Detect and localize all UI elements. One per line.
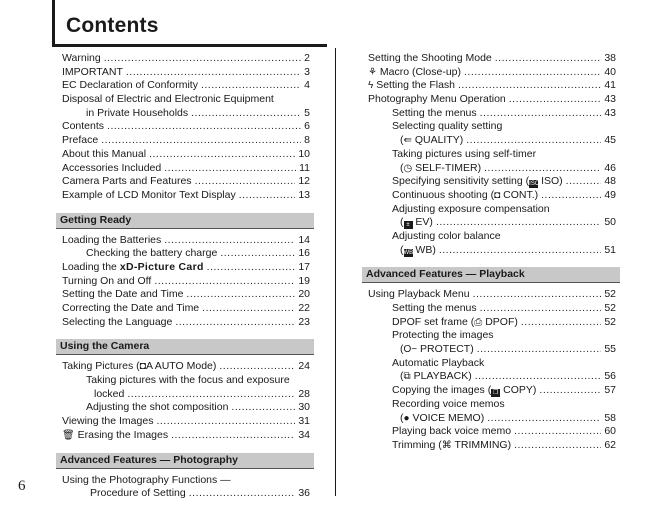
toc-entry[interactable]: locked ..... 28 bbox=[62, 388, 310, 402]
toc-entry[interactable]: Warning ..... 2 bbox=[62, 52, 310, 66]
key-icon: O− bbox=[403, 344, 418, 356]
toc-entry[interactable]: Selecting the Language ..... 23 bbox=[62, 316, 310, 330]
flash-icon: ϟ bbox=[368, 80, 374, 92]
toc-entry[interactable]: Loading the xD-Picture Card ..... 17 bbox=[62, 261, 310, 275]
toc-entry[interactable]: Setting the Date and Time ..... 20 bbox=[62, 288, 310, 302]
toc-entry-line: Selecting quality setting bbox=[392, 120, 503, 133]
toc-entry-line: Adjusting exposure compensation bbox=[392, 202, 550, 215]
toc-entry[interactable]: (◷ SELF-TIMER) ..... 46 bbox=[368, 162, 616, 176]
page-title: Contents bbox=[66, 14, 159, 37]
trash-icon: 🗑︎ bbox=[62, 429, 75, 441]
toc-right-column bbox=[368, 52, 616, 453]
toc-entry[interactable]: (● VOICE MEMO) ..... 58 bbox=[368, 412, 616, 426]
toc-entry[interactable]: Trimming (⌘ TRIMMING) ..... 62 bbox=[368, 439, 616, 453]
toc-entry-line: Recording voice memos bbox=[392, 397, 505, 410]
copy-icon: ❐ bbox=[493, 390, 499, 397]
toc-entry[interactable]: ϟ Setting the Flash ..... 41 bbox=[368, 79, 616, 93]
toc-entry[interactable]: Procedure of Setting ..... 36 bbox=[62, 487, 310, 501]
toc-entry[interactable]: (WB WB) ..... 51 bbox=[368, 244, 616, 258]
microphone-icon: ● bbox=[403, 412, 410, 424]
toc-entry-line: Protecting the images bbox=[392, 329, 494, 342]
toc-entry[interactable]: 🗑︎ Erasing the Images ..... 34 bbox=[62, 429, 310, 443]
trimming-icon: ⌘ bbox=[441, 439, 452, 451]
toc-entry[interactable]: Using Playback Menu ..... 52 bbox=[368, 288, 616, 302]
toc-entry-line: Taking pictures with the focus and exposure bbox=[86, 374, 290, 387]
toc-entry[interactable]: Checking the battery charge ..... 16 bbox=[62, 247, 310, 261]
toc-entry[interactable]: Correcting the Date and Time ..... 22 bbox=[62, 302, 310, 316]
toc-entry[interactable]: Setting the Shooting Mode ..... 38 bbox=[368, 52, 616, 66]
iso-icon: ISO bbox=[529, 181, 540, 188]
toc-entry[interactable]: Accessories Included ..... 11 bbox=[62, 162, 310, 176]
toc-entry[interactable]: DPOF set frame (⎙ DPOF) ..... 52 bbox=[368, 316, 616, 330]
section-heading-using-camera: Using the Camera bbox=[56, 339, 314, 355]
toc-entry[interactable]: Example of LCD Monitor Text Display ..... 13 bbox=[62, 189, 310, 203]
toc-entry[interactable]: Contents ..... 6 bbox=[62, 120, 310, 134]
section-heading-getting-ready: Getting Ready bbox=[56, 213, 314, 229]
toc-entry-line: Taking pictures using self-timer bbox=[392, 147, 537, 160]
toc-entry[interactable]: Preface ..... 8 bbox=[62, 134, 310, 148]
continuous-shooting-icon: ◘ bbox=[494, 189, 501, 201]
toc-entry[interactable]: (⧉ PLAYBACK) ..... 56 bbox=[368, 370, 616, 384]
toc-entry-line: Using the Photography Functions — bbox=[62, 473, 231, 486]
toc-entry[interactable]: (⇚ QUALITY) ..... 45 bbox=[368, 134, 616, 148]
toc-entry-line: Automatic Playback bbox=[392, 356, 485, 369]
toc-entry[interactable]: Specifying sensitivity setting (ISO ISO) ..... 48 bbox=[368, 175, 616, 189]
toc-entry[interactable]: Photography Menu Operation ..... 43 bbox=[368, 93, 616, 107]
toc-entry-line: Disposal of Electric and Electronic Equipment bbox=[62, 93, 274, 106]
toc-entry[interactable]: Copying the images ( ❐ COPY) ..... 57 bbox=[368, 384, 616, 398]
toc-entry[interactable]: Viewing the Images ..... 31 bbox=[62, 415, 310, 429]
toc-entry[interactable]: Setting the menus ..... 43 bbox=[368, 107, 616, 121]
exposure-compensation-icon: ± bbox=[404, 221, 413, 229]
toc-entry[interactable]: About this Manual ..... 10 bbox=[62, 148, 310, 162]
quality-icon: ⇚ bbox=[403, 135, 412, 147]
toc-entry[interactable]: ( ± EV) ..... 50 bbox=[368, 216, 616, 230]
white-balance-icon: WB bbox=[403, 249, 414, 256]
toc-entry[interactable]: ⚘ Macro (Close-up) ..... 40 bbox=[368, 66, 616, 80]
toc-entry[interactable]: Camera Parts and Features ..... 12 bbox=[62, 175, 310, 189]
toc-entry-line: Adjusting color balance bbox=[392, 229, 501, 242]
toc-entry[interactable]: Taking Pictures (◘A AUTO Mode) ..... 24 bbox=[62, 360, 310, 374]
toc-entry[interactable]: Adjusting the shot composition ..... 30 bbox=[62, 401, 310, 415]
self-timer-icon: ◷ bbox=[403, 162, 413, 174]
toc-entry[interactable]: EC Declaration of Conformity ..... 4 bbox=[62, 79, 310, 93]
toc-entry[interactable]: Continuous shooting (◘ CONT.) ..... 49 bbox=[368, 189, 616, 203]
toc-entry[interactable]: Playing back voice memo ..... 60 bbox=[368, 425, 616, 439]
section-heading-photography: Advanced Features — Photography bbox=[56, 453, 314, 469]
toc-entry[interactable]: (O− PROTECT) ..... 55 bbox=[368, 343, 616, 357]
toc-entry[interactable]: Setting the menus ..... 52 bbox=[368, 302, 616, 316]
page-number: 6 bbox=[18, 478, 26, 494]
column-divider bbox=[335, 48, 336, 496]
toc-left-column bbox=[62, 52, 310, 501]
toc-entry[interactable]: IMPORTANT ..... 3 bbox=[62, 66, 310, 80]
toc-entry[interactable]: in Private Households ..... 5 bbox=[62, 107, 310, 121]
slideshow-icon: ⧉ bbox=[403, 371, 411, 383]
toc-entry[interactable]: Loading the Batteries ..... 14 bbox=[62, 234, 310, 248]
toc-entry[interactable]: Turning On and Off ..... 19 bbox=[62, 275, 310, 289]
section-heading-playback: Advanced Features — Playback bbox=[362, 267, 620, 283]
print-icon: ⎙ bbox=[474, 316, 483, 328]
xd-card-brand: xD-Picture Card bbox=[119, 260, 204, 273]
macro-flower-icon: ⚘ bbox=[368, 66, 377, 78]
